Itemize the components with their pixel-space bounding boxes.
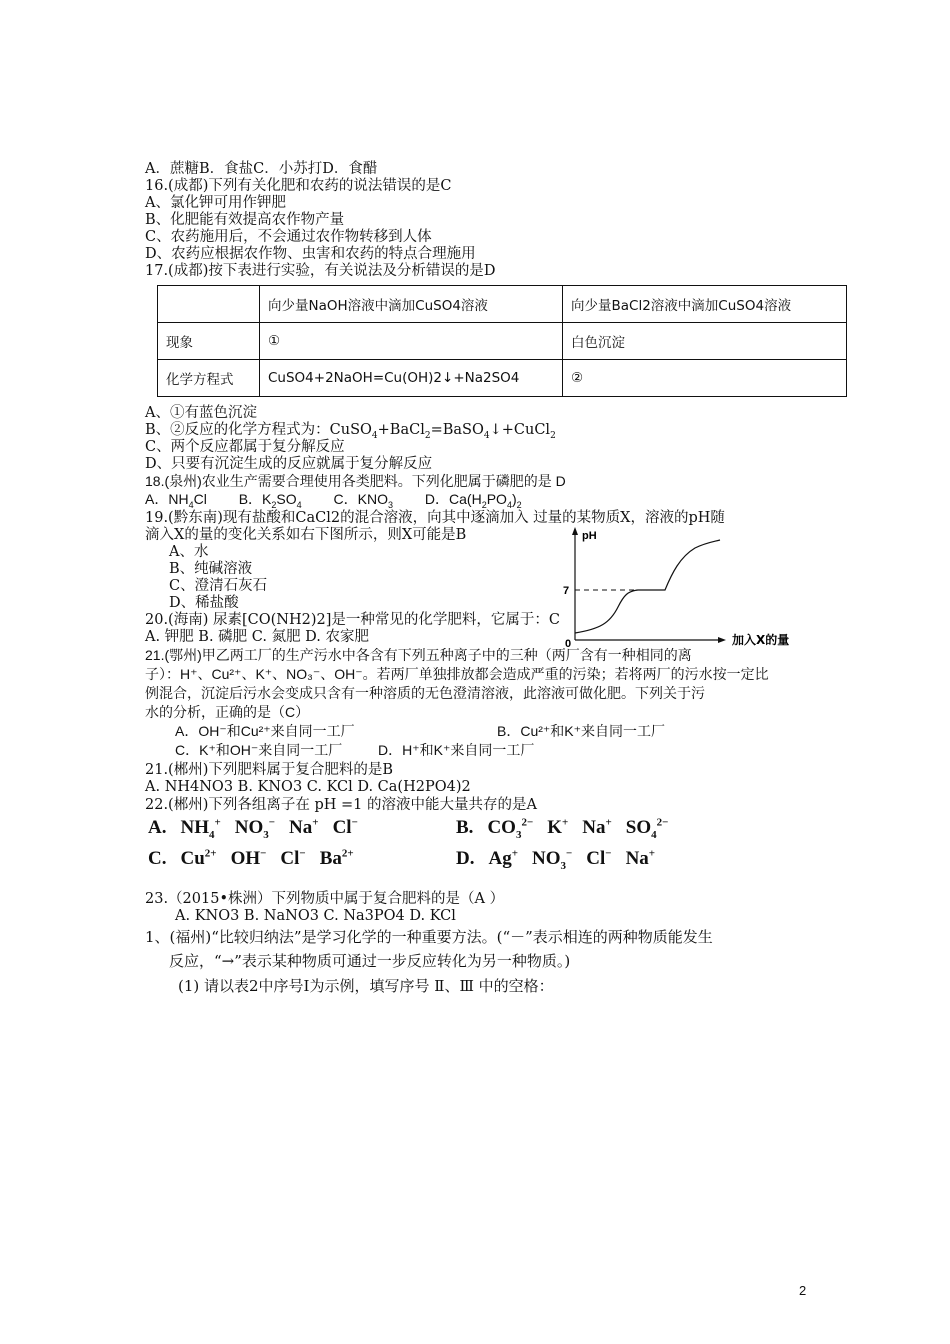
q21-option-c: C．K⁺和OH⁻来自同一工厂 <box>175 742 343 758</box>
q18-options: A．$NH_4Cl$ B．$K_2SO_4$ C．$KNO_3$ D．$Ca(H_2PO_4)_2$ <box>145 491 522 510</box>
q21b-options: A. NH4NO3 B. KNO3 C. KCl D. Ca(H2PO4)2 <box>145 779 471 795</box>
q16-stem: 16.(成都)下列有关化肥和农药的说法错误的是C <box>145 178 452 194</box>
q20-options: A. 钾肥 B. 磷肥 C. 氮肥 D. 农家肥 <box>145 629 370 645</box>
y-axis-arrow <box>572 527 578 535</box>
table-cell <box>158 286 260 323</box>
table-cell: CuSO4+2NaOH=Cu(OH)2↓+Na2SO4 <box>260 360 563 397</box>
q19-option-c: C、澄清石灰石 <box>169 578 268 594</box>
q19-stem-line2: 滴入X的量的变化关系如右下图所示，则X可能是B <box>145 527 467 543</box>
q17-option-d: D、只要有沉淀生成的反应就属于复分解反应 <box>145 456 433 472</box>
table-cell: ② <box>563 360 847 397</box>
q17-table <box>157 285 847 397</box>
q19-option-a: A、水 <box>169 544 209 560</box>
q21-stem-line3: 例混合，沉淀后污水会变成只含有一种溶质的无色澄清溶液，此溶液可做化肥。下列关于污 <box>145 685 705 701</box>
x-axis-arrow <box>718 637 726 643</box>
page-number: 2 <box>799 1283 807 1298</box>
ph-curve-graph <box>560 525 810 650</box>
table-cell: 向少量NaOH溶液中滴加CuSO4溶液 <box>260 286 563 323</box>
q19-option-b: B、纯碱溶液 <box>169 561 253 577</box>
table-cell: 现象 <box>158 323 260 360</box>
x-axis-label: 加入X的量 <box>732 633 790 647</box>
q16-option-a: A、氯化钾可用作钾肥 <box>145 195 286 211</box>
q1-subquestion-1: (1) 请以表2中序号Ⅰ为示例，填写序号 Ⅱ、Ⅲ 中的空格： <box>178 977 554 995</box>
q16-option-c: C、农药施用后，不会通过农作物转移到人体 <box>145 229 432 245</box>
q15-options: A．蔗糖B．食盐C．小苏打D．食醋 <box>145 161 378 177</box>
q1-stem-line1: 1、(福州)“比较归纳法”是学习化学的一种重要方法。(“－”表示相连的两种物质能发生 <box>145 928 713 946</box>
q16-option-b: B、化肥能有效提高农作物产量 <box>145 212 345 228</box>
q16-option-d: D、农药应根据农作物、虫害和农药的特点合理施用 <box>145 246 476 262</box>
q17-option-a: A、①有蓝色沉淀 <box>145 405 257 421</box>
q19-option-d: D、稀盐酸 <box>169 595 239 611</box>
q21-stem-line2: 子）：H⁺、Cu²⁺、K⁺、NO₃⁻、OH⁻。若两厂单独排放都会造成严重的污染；若将两厂的污水按一定比 <box>145 666 769 682</box>
y-tick-7: 7 <box>563 585 570 597</box>
table-cell: ① <box>260 323 563 360</box>
q17-option-c: C、两个反应都属于复分解反应 <box>145 439 345 455</box>
q21-option-a: A．OH⁻和Cu²⁺来自同一工厂 <box>175 723 355 739</box>
q21-stem-line4: 水的分析，正确的是（C） <box>145 704 310 720</box>
q21-option-d: D．H⁺和K⁺来自同一工厂 <box>378 742 535 758</box>
q22-stem: 22.(郴州)下列各组离子在 pH =1 的溶液中能大量共存的是A <box>145 797 537 813</box>
q19-stem-line1: 19.(黔东南)现有盐酸和CaCl2的混合溶液，向其中逐滴加入 过量的某物质X，溶液的pH随 <box>145 510 725 526</box>
q22-option-b: B. $CO_3^{2-}$ K+ Na+ $SO_4^{2-}$ <box>456 816 669 841</box>
q20-stem: 20.(海南) 尿素[CO(NH2)2]是一种常见的化学肥料，它属于：C <box>145 612 560 628</box>
q21b-stem: 21.(郴州)下列肥料属于复合肥料的是B <box>145 762 394 778</box>
q22-option-c: C. $Cu^{2+}$ OH− Cl− $Ba^{2+}$ <box>148 847 354 869</box>
table-cell: 向少量BaCl2溶液中滴加CuSO4溶液 <box>563 286 847 323</box>
q21-stem-line1: 21.(鄂州)甲乙两工厂的生产污水中各含有下列五种离子中的三种（两厂含有一种相同的离 <box>145 647 692 663</box>
y-axis-label: pH <box>582 530 597 542</box>
q17-option-b: B、②反应的化学方程式为：CuSO$_4$+BaCl$_2$=BaSO$_4$↓+CuCl$_2$ <box>145 422 556 441</box>
table-cell: 白色沉淀 <box>563 323 847 360</box>
q17-stem: 17.(成都)按下表进行实验，有关说法及分析错误的是D <box>145 263 496 279</box>
q22-option-a: A. $NH_4^+$ $NO_3^-$ Na+ Cl− <box>148 816 358 841</box>
table-cell: 化学方程式 <box>158 360 260 397</box>
ph-curve <box>575 540 720 633</box>
q23-stem: 23.（2015•株洲）下列物质中属于复合肥料的是（A ） <box>145 891 505 907</box>
origin-label: 0 <box>565 638 572 650</box>
q18-stem: 18.(泉州)农业生产需要合理使用各类肥料。下列化肥属于磷肥的是 D <box>145 473 566 489</box>
q1-stem-line2: 反应，“→”表示某种物质可通过一步反应转化为另一种物质。) <box>169 952 571 970</box>
q23-options: A. KNO3 B. NaNO3 C. Na3PO4 D. KCl <box>175 908 456 924</box>
q21-option-b: B．Cu²⁺和K⁺来自同一工厂 <box>497 723 666 739</box>
q22-option-d: D. Ag+ $NO_3^-$ Cl− Na+ <box>456 847 656 872</box>
